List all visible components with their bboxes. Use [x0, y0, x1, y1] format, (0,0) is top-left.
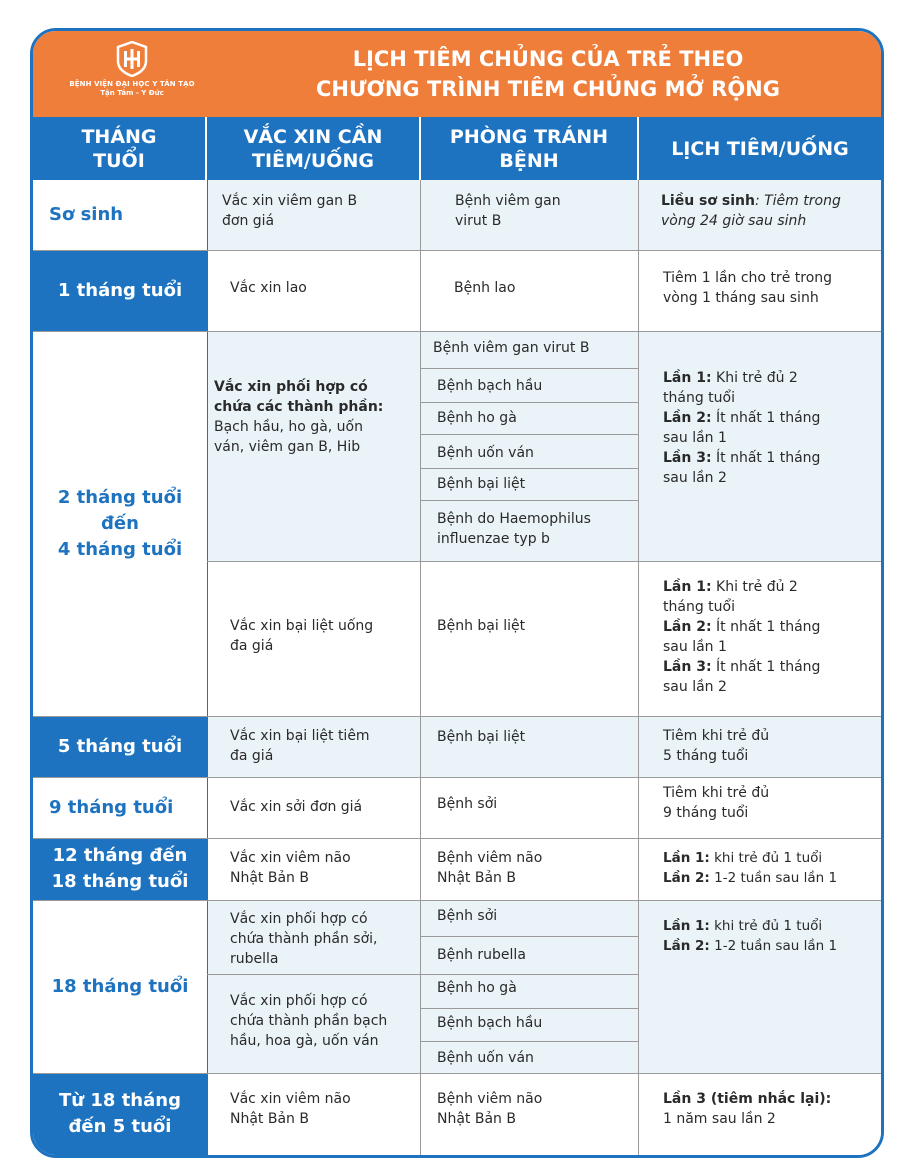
hospital-logo: [47, 41, 217, 97]
hospital-logo-icon: [116, 41, 148, 77]
schedule-text: tháng tuổi: [663, 599, 735, 615]
disease-cell: [420, 716, 638, 777]
disease-text: Nhật Bản B: [437, 1111, 516, 1127]
list-item: Bệnh bạch hầu: [437, 378, 543, 394]
column-header-age: [33, 117, 205, 180]
dose-label: Lần 1:: [663, 850, 710, 866]
column-header-disease-line2: BỆNH: [499, 149, 559, 172]
vaccine-cell: [207, 838, 420, 900]
schedule-text: : Tiêm trong: [754, 193, 841, 209]
disease-text: Bệnh lao: [454, 280, 516, 296]
vaccine-text: Vắc xin phối hợp có: [230, 911, 368, 927]
age-text: 2 tháng tuổi: [57, 486, 183, 508]
vaccine-cell: [207, 1073, 420, 1155]
vaccine-text: rubella: [230, 951, 279, 967]
age-cell-18-months-to-5-years: [33, 1073, 207, 1155]
dose-label: Lần 2:: [663, 870, 710, 886]
schedule-text: Ít nhất 1 tháng: [711, 659, 821, 675]
disease-cell: [420, 180, 638, 250]
schedule-text: khi trẻ đủ 1 tuổi: [709, 850, 823, 866]
list-item: Bệnh bạch hầu: [437, 1015, 543, 1031]
disease-cell: [420, 777, 638, 838]
vaccine-text: Vắc xin viêm gan B: [222, 193, 358, 209]
schedule-text: Khi trẻ đủ 2: [711, 579, 798, 595]
schedule-cell: [638, 1073, 881, 1155]
age-cell-9-months: 9 tháng tuổi: [33, 777, 207, 838]
vaccine-cell: [207, 250, 420, 331]
disease-cell: [420, 838, 638, 900]
schedule-text: sau lần 1: [663, 430, 727, 446]
column-header-disease-line1: PHÒNG TRÁNH: [449, 125, 609, 148]
disease-cell: [420, 250, 638, 331]
vaccine-text: Vắc xin viêm não: [230, 850, 351, 866]
vaccine-text: đa giá: [230, 638, 274, 654]
vaccine-text: Vắc xin bại liệt uống: [230, 618, 374, 634]
column-header-age-line1: THÁNG: [81, 125, 157, 148]
column-header-age-line2: TUỔI: [93, 149, 145, 172]
schedule-text: Tiêm khi trẻ đủ: [663, 785, 770, 801]
age-text: đến: [101, 512, 139, 534]
dose-label: Lần 2:: [663, 938, 710, 954]
page-title-line2: CHƯƠNG TRÌNH TIÊM CHỦNG MỞ RỘNG: [315, 77, 780, 101]
vaccine-text: Vắc xin phối hợp có: [230, 993, 368, 1009]
list-item: Bệnh rubella: [437, 947, 526, 963]
disease-text: Bệnh viêm não: [437, 850, 543, 866]
schedule-text: Ít nhất 1 tháng: [711, 450, 821, 466]
vaccine-cell: [207, 180, 420, 250]
dose-label: Lần 3 (tiêm nhắc lại):: [663, 1091, 832, 1107]
vaccine-text: đa giá: [230, 748, 274, 764]
list-item: Bệnh ho gà: [437, 410, 517, 426]
dose-label: Lần 1:: [663, 918, 710, 934]
schedule-text: 1-2 tuần sau lần 1: [709, 870, 838, 886]
disease-text: Bệnh sởi: [437, 796, 498, 812]
disease-text: Bệnh viêm não: [437, 1091, 543, 1107]
hospital-slogan: Tận Tâm - Y Đức: [100, 89, 164, 97]
dose-label: Lần 1:: [663, 370, 712, 386]
schedule-text: khi trẻ đủ 1 tuổi: [709, 918, 823, 934]
schedule-text: 5 tháng tuổi: [663, 748, 749, 764]
age-text: 12 tháng đến: [52, 845, 188, 866]
disease-list: [420, 331, 638, 561]
age-text: 4 tháng tuổi: [57, 538, 183, 560]
list-item: Bệnh sởi: [437, 908, 498, 924]
vaccine-text: chứa thành phần bạch: [230, 1013, 388, 1029]
vaccine-text: Bạch hầu, ho gà, uốn: [214, 419, 363, 435]
vaccine-cell: [207, 716, 420, 777]
disease-list: [420, 900, 638, 974]
disease-list: [420, 974, 638, 1073]
dose-label: Lần 3:: [663, 450, 712, 466]
schedule-text: 1-2 tuần sau lần 1: [709, 938, 838, 954]
vaccine-text: Vắc xin bại liệt tiêm: [230, 728, 370, 744]
column-header-vaccine: [207, 117, 419, 180]
vaccine-text: Vắc xin viêm não: [230, 1091, 351, 1107]
schedule-text: vòng 1 tháng sau sinh: [663, 290, 819, 306]
vaccine-cell: [207, 900, 420, 974]
schedule-cell: [638, 331, 881, 561]
list-item: Bệnh uốn ván: [437, 1050, 534, 1066]
schedule-text: sau lần 2: [663, 470, 727, 486]
schedule-cell: [638, 716, 881, 777]
dose-label: Lần 1:: [663, 579, 712, 595]
dose-label: Lần 2:: [663, 410, 712, 426]
vaccine-text: hầu, hoa gà, uốn ván: [230, 1033, 379, 1049]
list-item: Bệnh uốn ván: [437, 445, 534, 461]
list-item: Bệnh do Haemophilus: [437, 511, 591, 527]
vaccine-cell: [207, 561, 420, 716]
disease-cell: [420, 561, 638, 716]
page-title-line1: LỊCH TIÊM CHỦNG CỦA TRẺ THEO: [352, 47, 744, 71]
page-title: [233, 44, 863, 104]
schedule-text: Khi trẻ đủ 2: [711, 370, 798, 386]
vaccine-text: chứa các thành phần:: [214, 399, 384, 415]
disease-cell: [420, 1073, 638, 1155]
schedule-text: Tiêm 1 lần cho trẻ trong: [663, 270, 833, 286]
schedule-cell: [638, 777, 881, 838]
vaccination-schedule-poster: [30, 28, 884, 1158]
schedule-text: 1 năm sau lần 2: [663, 1111, 776, 1127]
vaccine-text: Vắc xin phối hợp có: [214, 379, 368, 395]
dose-label: Lần 3:: [663, 659, 712, 675]
age-text: 18 tháng tuổi: [51, 871, 189, 892]
hospital-name: BỆNH VIỆN ĐẠI HỌC Y TÂN TẠO: [69, 80, 195, 88]
list-item: influenzae typ b: [437, 531, 550, 547]
vaccine-cell: [207, 331, 420, 561]
vaccine-text: Nhật Bản B: [230, 1111, 309, 1127]
schedule-text: 9 tháng tuổi: [663, 805, 749, 821]
table-header-row: [33, 117, 881, 180]
schedule-text: Ít nhất 1 tháng: [711, 619, 821, 635]
age-cell-5-months: 5 tháng tuổi: [33, 716, 207, 777]
age-cell-newborn: Sơ sinh: [33, 180, 207, 250]
disease-text: Nhật Bản B: [437, 870, 516, 886]
age-text: đến 5 tuổi: [68, 1116, 172, 1137]
vaccine-cell: [207, 777, 420, 838]
vaccine-text: Nhật Bản B: [230, 870, 309, 886]
vaccine-text: Vắc xin lao: [230, 280, 307, 296]
vaccine-text: ván, viêm gan B, Hib: [214, 439, 361, 455]
disease-text: Bệnh bại liệt: [437, 618, 526, 634]
column-header-disease: [421, 117, 637, 180]
vaccine-text: Vắc xin sởi đơn giá: [230, 799, 363, 815]
column-header-vaccine-line1: VẮC XIN CẦN: [243, 125, 383, 148]
list-item: Bệnh bại liệt: [437, 476, 526, 492]
age-cell-1-month: 1 tháng tuổi: [33, 250, 207, 331]
disease-text: virut B: [455, 213, 502, 229]
schedule-cell: [638, 180, 881, 250]
age-cell-12-to-18-months: [33, 838, 207, 900]
list-item: Bệnh ho gà: [437, 980, 517, 996]
header-banner: [33, 31, 881, 117]
schedule-text: sau lần 2: [663, 679, 727, 695]
schedule-cell-empty: [638, 974, 881, 1073]
vaccine-text: đơn giá: [222, 213, 275, 229]
schedule-cell: [638, 900, 881, 974]
column-header-schedule: LỊCH TIÊM/UỐNG: [671, 137, 849, 160]
schedule-text: Ít nhất 1 tháng: [711, 410, 821, 426]
vaccine-text: chứa thành phần sởi,: [230, 931, 378, 947]
list-item: Bệnh viêm gan virut B: [433, 340, 590, 356]
schedule-cell: [638, 838, 881, 900]
schedule-text: sau lần 1: [663, 639, 727, 655]
disease-text: Bệnh viêm gan: [455, 193, 561, 209]
age-text: Từ 18 tháng: [59, 1090, 181, 1111]
age-cell-18-months: 18 tháng tuổi: [33, 900, 207, 1073]
schedule-text: Tiêm khi trẻ đủ: [663, 728, 770, 744]
vaccine-cell: [207, 974, 420, 1073]
age-cell-2-to-4-months: [33, 331, 207, 716]
column-header-vaccine-line2: TIÊM/UỐNG: [252, 149, 374, 172]
disease-text: Bệnh bại liệt: [437, 729, 526, 745]
dose-label: Lần 2:: [663, 619, 712, 635]
schedule-text: vòng 24 giờ sau sinh: [661, 213, 807, 229]
schedule-cell: [638, 561, 881, 716]
schedule-cell: [638, 250, 881, 331]
schedule-text: tháng tuổi: [663, 390, 735, 406]
schedule-label: Liều sơ sinh: [661, 193, 755, 209]
